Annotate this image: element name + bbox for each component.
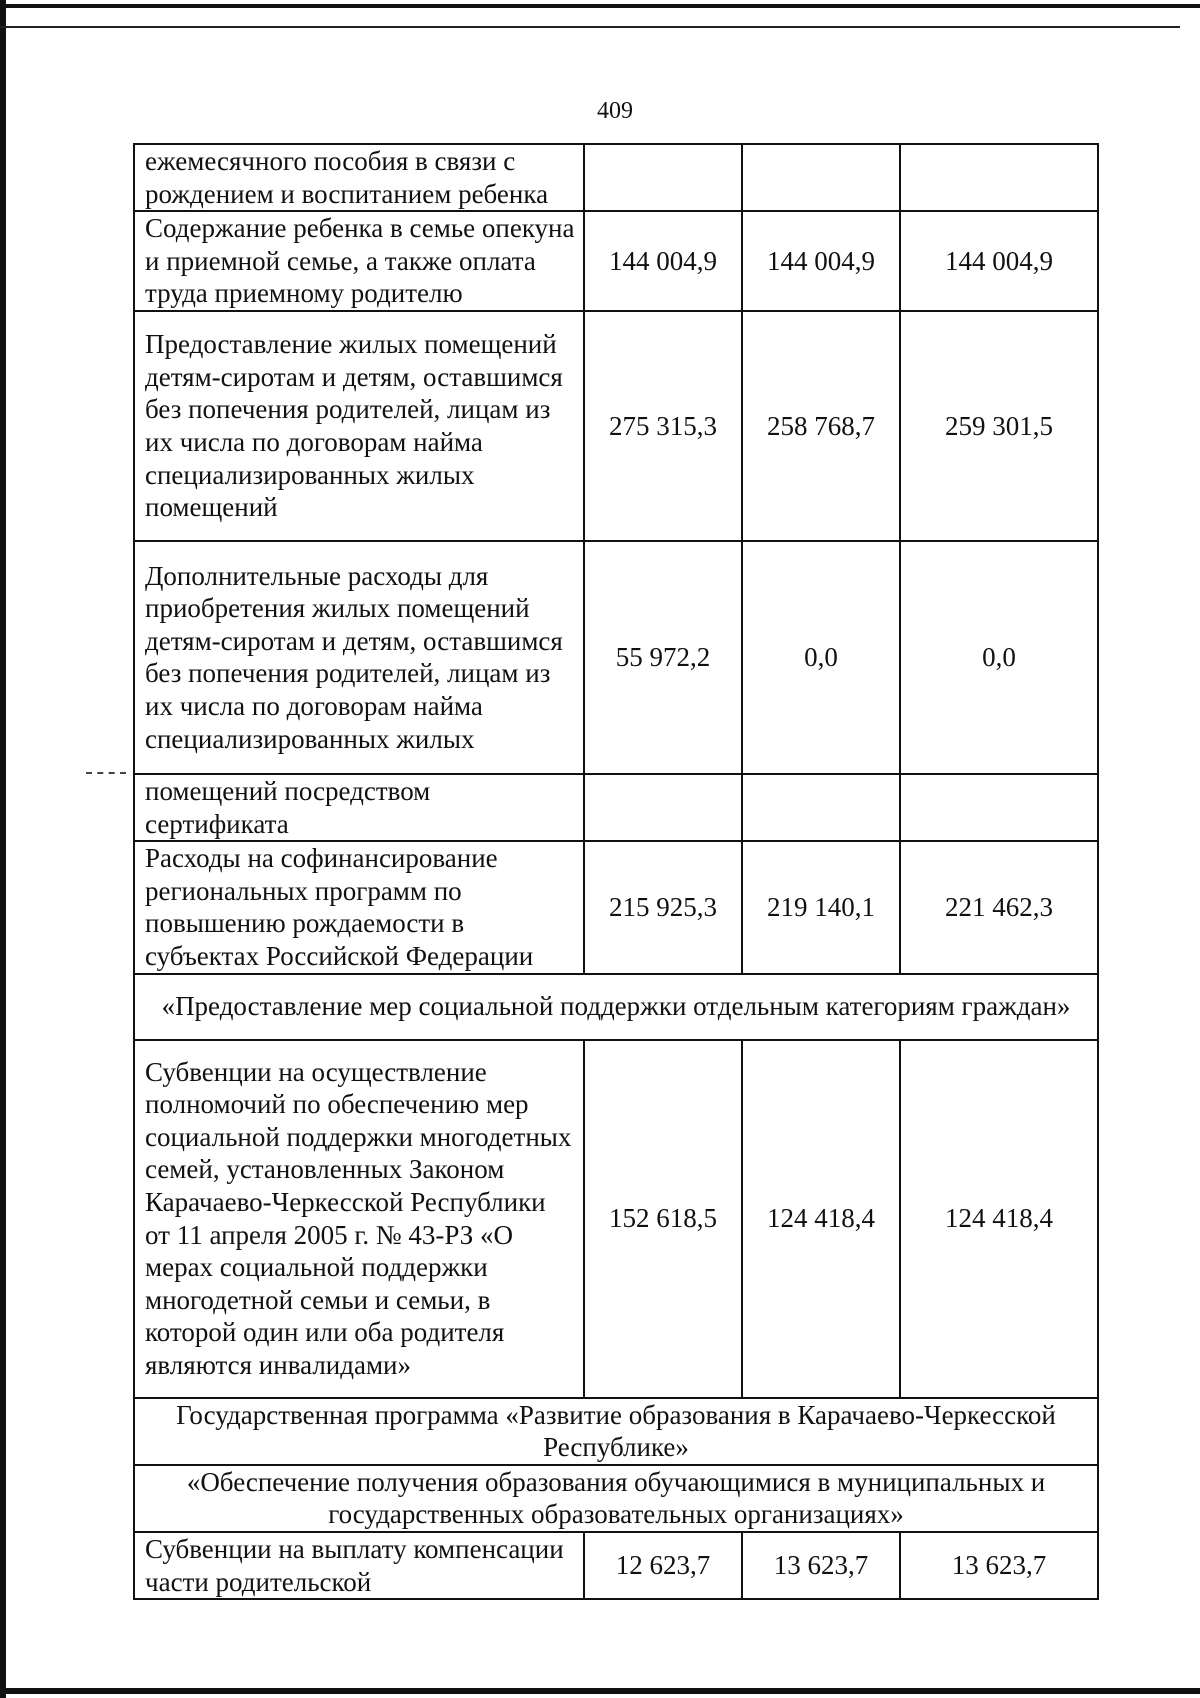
value-cell — [584, 144, 742, 211]
value-cell: 55 972,2 — [584, 541, 742, 774]
value-cell: 0,0 — [742, 541, 900, 774]
value-cell — [900, 144, 1098, 211]
subprogram-heading: «Обеспечение получения образования обучающимися в муниципальных и государственных образовательных организациях» — [134, 1465, 1098, 1532]
table-row — [134, 841, 1098, 973]
value-cell: 221 462,3 — [900, 841, 1098, 973]
value-cell — [742, 774, 900, 841]
row-label: Дополнительные расходы для приобретения жилых помещений детям-сиротам и детям, оставшимся без попечения родителей, лицам из их числа по договорам найма специализированных жилых — [134, 541, 584, 774]
page-number: 409 — [597, 98, 633, 124]
value-cell: 144 004,9 — [900, 211, 1098, 311]
program-heading: Государственная программа «Развитие образования в Карачаево-Черкесской Республике» — [134, 1398, 1098, 1465]
value-cell — [584, 774, 742, 841]
section-heading: «Предоставление мер социальной поддержки отдельным категориям граждан» — [134, 974, 1098, 1040]
row-label: Субвенции на выплату компенсации части родительской — [134, 1532, 584, 1599]
scan-top-rule — [0, 4, 1200, 8]
row-label: Предоставление жилых помещений детям-сиротам и детям, оставшимся без попечения родителей, лицам из их числа по договорам найма специализированных жилых помещений — [134, 311, 584, 541]
table-row — [134, 311, 1098, 541]
value-cell: 259 301,5 — [900, 311, 1098, 541]
scan-header-line — [0, 26, 1180, 28]
row-label: помещений посредством сертификата — [134, 774, 584, 841]
value-cell: 219 140,1 — [742, 841, 900, 973]
table-row — [134, 541, 1098, 774]
table-row — [134, 144, 1098, 211]
value-cell: 124 418,4 — [742, 1040, 900, 1398]
row-label: ежемесячного пособия в связи с рождением и воспитанием ребенка — [134, 144, 584, 211]
scan-bottom-rule — [0, 1688, 1200, 1694]
value-cell: 258 768,7 — [742, 311, 900, 541]
value-cell — [900, 774, 1098, 841]
value-cell: 13 623,7 — [900, 1532, 1098, 1599]
value-cell: 215 925,3 — [584, 841, 742, 973]
value-cell: 144 004,9 — [584, 211, 742, 311]
value-cell: 13 623,7 — [742, 1532, 900, 1599]
table-row — [134, 1532, 1098, 1599]
table-row — [134, 1040, 1098, 1398]
section-row — [134, 1465, 1098, 1532]
budget-table — [133, 143, 1099, 1600]
value-cell — [742, 144, 900, 211]
table-row — [134, 211, 1098, 311]
row-label: Субвенции на осуществление полномочий по обеспечению мер социальной поддержки многодетных семей, установленных Законом Карачаево-Черкесской Республики от 11 апреля 2005 г. № 43-РЗ «О мерах социальной поддержки многодетной семьи и семьи, в которой один или оба родителя являются инвалидами» — [134, 1040, 584, 1398]
scan-dash-mark — [86, 772, 126, 774]
value-cell: 12 623,7 — [584, 1532, 742, 1599]
section-row — [134, 974, 1098, 1040]
value-cell: 152 618,5 — [584, 1040, 742, 1398]
value-cell: 144 004,9 — [742, 211, 900, 311]
row-label: Содержание ребенка в семье опекуна и приемной семье, а также оплата труда приемному родителю — [134, 211, 584, 311]
value-cell: 124 418,4 — [900, 1040, 1098, 1398]
scan-left-edge — [0, 0, 6, 1698]
section-row — [134, 1398, 1098, 1465]
row-label: Расходы на софинансирование региональных программ по повышению рождаемости в субъектах Российской Федерации — [134, 841, 584, 973]
value-cell: 0,0 — [900, 541, 1098, 774]
table-row — [134, 774, 1098, 841]
value-cell: 275 315,3 — [584, 311, 742, 541]
